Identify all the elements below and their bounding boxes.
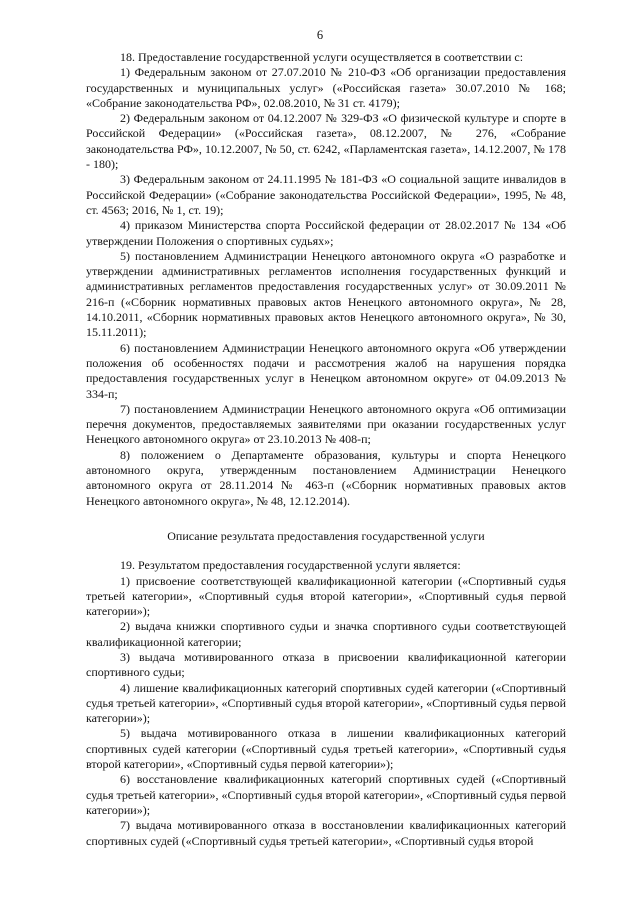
paragraph-18-item-8: 8) положением о Департаменте образования, культуры и спорта Ненецкого автономного округа, утвержденным постановлением Администрации Ненецкого автономного округа от 28.11.2014 № 463-п («Сборник нормативных правовых актов Ненецкого автономного округа», № 48, 12.12.2014). xyxy=(86,447,566,508)
paragraph-18-item-4: 4) приказом Министерства спорта Российской федерации от 28.02.2017 № 134 «Об утверждении Положения о спортивных судьях»; xyxy=(86,218,566,248)
paragraph-18-item-5: 5) постановлением Администрации Ненецкого автономного округа «О разработке и утверждении административных регламентов исполнения государственных функций и административных регламентов предоставления государственных услуг» от 30.09.2011 № 216-п («Сборник нормативных правовых актов Ненецкого автономного округа», № 28, 14.10.2011, «Сборник нормативных правовых актов Ненецкого автономного округа», № 30, 15.11.2011); xyxy=(86,248,566,340)
paragraph-19-item-7: 7) выдача мотивированного отказа в восстановлении квалификационных категорий спортивных судей («Спортивный судья третьей категории», «Спортивный судья второй xyxy=(86,818,566,848)
paragraph-19-item-6: 6) восстановление квалификационных категорий спортивных судей («Спортивный судья третьей категории», «Спортивный судья второй категории», «Спортивный судья первой категории»); xyxy=(86,772,566,817)
section-heading: Описание результата предоставления государственной услуги xyxy=(167,528,485,543)
paragraph-19-item-3: 3) выдача мотивированного отказа в присвоении квалификационной категории спортивного судьи; xyxy=(86,649,566,680)
paragraph-19-item-5: 5) выдача мотивированного отказа в лишении квалификационных категорий спортивных судей категории («Спортивный судья третьей категории», «Спортивный судья второй категории», «Спортивный судья первой категории»); xyxy=(86,726,566,772)
document-body xyxy=(86,50,566,849)
paragraph-18-item-1: 1) Федеральным законом от 27.07.2010 № 210-ФЗ «Об организации предоставления государственных и муниципальных услуг» («Российская газета» 30.07.2010 № 168; «Собрание законодательства РФ», 02.08.2010, № 31 ст. 4179); xyxy=(86,65,566,110)
paragraph-18-intro: 18. Предоставление государственной услуги осуществляется в соответствии с: xyxy=(120,50,524,64)
paragraph-18-item-6: 6) постановлением Администрации Ненецкого автономного округа «Об утверждении положения об особенностях подачи и рассмотрения жалоб на нарушения порядка предоставления государственных услуг в Ненецком автономном округе» от 04.09.2013 № 334-п; xyxy=(86,340,566,401)
paragraph-19-item-2: 2) выдача книжки спортивного судьи и значка спортивного судьи соответствующей квалификационной категории; xyxy=(86,619,566,649)
paragraph-18-item-7: 7) постановлением Администрации Ненецкого автономного округа «Об оптимизации перечня документов, предоставляемых заявителями при оказании государственных услуг Ненецкого автономного округа» от 23.10.2013 № 408-п; xyxy=(86,401,566,447)
paragraph-19-intro: 19. Результатом предоставления государственной услуги является: xyxy=(120,558,461,573)
paragraph-18-item-3: 3) Федеральным законом от 24.11.1995 № 181-ФЗ «О социальной защите инвалидов в Российской Федерации» («Собрание законодательства Российской Федерации», 1995, № 48, ст. 4563; 2016, № 1, ст. 19); xyxy=(86,172,566,217)
page-number: 6 xyxy=(316,28,324,42)
paragraph-19-item-4: 4) лишение квалификационных категорий спортивных судей категории («Спортивный судья третьей категории», «Спортивный судья второй категории», «Спортивный судья первой категории»); xyxy=(86,680,566,726)
paragraph-19-item-1: 1) присвоение соответствующей квалификационной категории («Спортивный судья третьей категории», «Спортивный судья второй категории», «Спортивный судья первой категории»); xyxy=(86,573,566,619)
paragraph-18-item-2: 2) Федеральным законом от 04.12.2007 № 329-ФЗ «О физической культуре и спорте в Российской Федерации» («Российская газета», 08.12.2007, № 276, «Собрание законодательства РФ», 10.12.2007, № 50, ст. 6242, «Парламентская газета», 14.12.2007, № 178 - 180); xyxy=(86,111,566,172)
